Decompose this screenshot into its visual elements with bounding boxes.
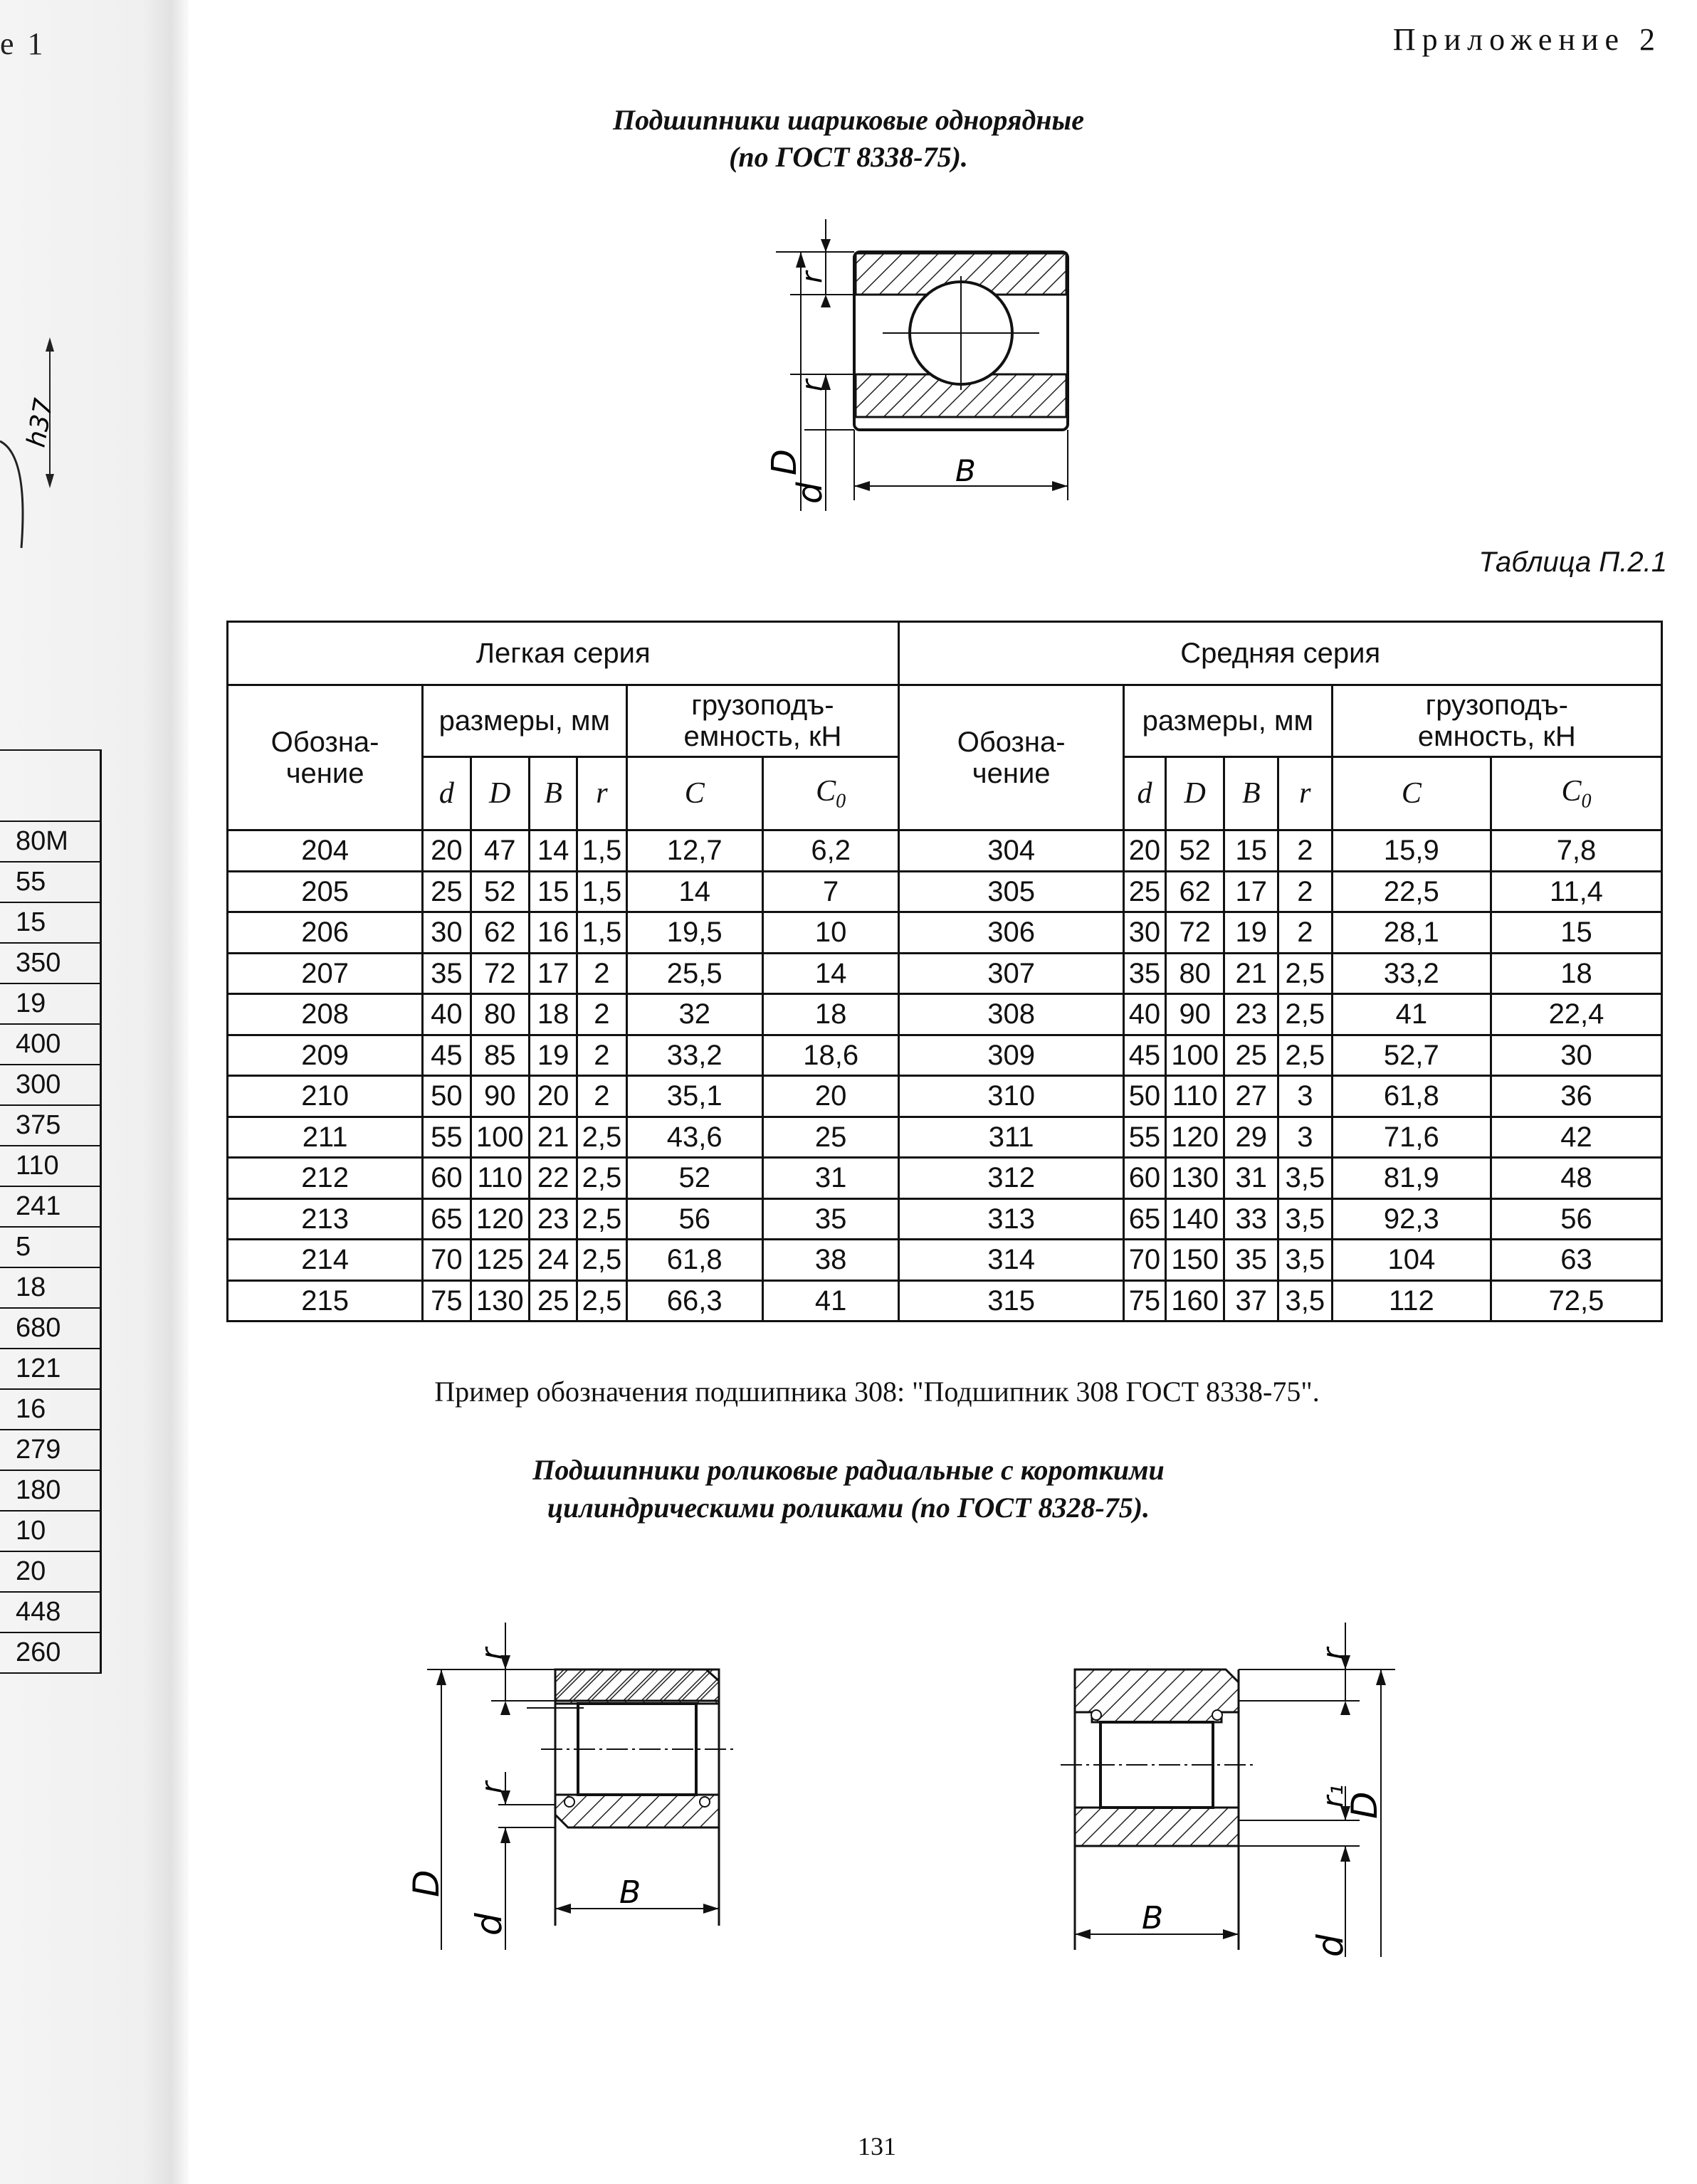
table-cell: 204 — [228, 830, 423, 872]
fragment-cell: 5 — [0, 1227, 101, 1267]
table-row — [228, 1240, 1662, 1281]
table-row — [228, 830, 1662, 872]
table-cell: 25 — [423, 871, 471, 912]
table-cell: 3 — [1278, 1117, 1333, 1158]
fragment-row — [0, 1227, 101, 1267]
ball-r-bottom-label: r — [796, 379, 829, 391]
table-cell: 3 — [1278, 1076, 1333, 1117]
fragment-blank-cell — [0, 750, 101, 821]
roller-bearing-left-drawing — [527, 1601, 925, 1929]
table-cell: 19 — [529, 1035, 577, 1076]
table-cell: 38 — [762, 1240, 898, 1281]
table-cell: 312 — [899, 1158, 1124, 1199]
roller-right-D-label: D — [1344, 1791, 1385, 1819]
table-cell: 55 — [1123, 1117, 1165, 1158]
fragment-cell: 241 — [0, 1186, 101, 1227]
table-cell: 2,5 — [1278, 1035, 1333, 1076]
table-cell: 35,1 — [626, 1076, 762, 1117]
fragment-cell: 400 — [0, 1024, 101, 1065]
table-cell: 31 — [1224, 1158, 1278, 1199]
col-D: D — [471, 757, 529, 830]
table-cell: 309 — [899, 1035, 1124, 1076]
table-cell: 33,2 — [1332, 953, 1491, 994]
table-cell: 2 — [1278, 871, 1333, 912]
previous-page-table-fragment — [0, 749, 102, 1674]
table-cell: 160 — [1165, 1280, 1224, 1322]
fragment-row — [0, 1308, 101, 1349]
table-cell: 15 — [529, 871, 577, 912]
table-cell: 61,8 — [626, 1240, 762, 1281]
table-cell: 130 — [1165, 1158, 1224, 1199]
table-cell: 19 — [1224, 912, 1278, 954]
table-cell: 120 — [471, 1198, 529, 1240]
table-cell: 41 — [762, 1280, 898, 1322]
table-cell: 313 — [899, 1198, 1124, 1240]
table-cell: 2 — [577, 994, 626, 1035]
table-cell: 81,9 — [1332, 1158, 1491, 1199]
table-cell: 40 — [1123, 994, 1165, 1035]
fragment-cell: 180 — [0, 1470, 101, 1511]
fragment-cell: 110 — [0, 1146, 101, 1186]
table-cell: 110 — [1165, 1076, 1224, 1117]
table-cell: 18 — [1491, 953, 1662, 994]
table-cell: 52 — [471, 871, 529, 912]
table-cell: 24 — [529, 1240, 577, 1281]
table-row — [228, 1158, 1662, 1199]
table-cell: 72 — [1165, 912, 1224, 954]
fragment-cell: 19 — [0, 983, 101, 1024]
table-cell: 1,5 — [577, 830, 626, 872]
table-cell: 100 — [1165, 1035, 1224, 1076]
capacity-header-medium: грузоподъ- емность, кН — [1332, 685, 1661, 757]
table-cell: 211 — [228, 1117, 423, 1158]
table-cell: 3,5 — [1278, 1240, 1333, 1281]
fragment-row — [0, 1186, 101, 1227]
table-cell: 14 — [626, 871, 762, 912]
table-cell: 90 — [471, 1076, 529, 1117]
table-cell: 214 — [228, 1240, 423, 1281]
table-cell: 305 — [899, 871, 1124, 912]
table-cell: 2 — [577, 953, 626, 994]
roller-right-d-label: d — [1310, 1934, 1351, 1957]
table-cell: 25 — [1123, 871, 1165, 912]
roller-left-r-bottom-label: r — [476, 1781, 508, 1793]
table-cell: 35 — [1224, 1240, 1278, 1281]
table-cell: 7,8 — [1491, 830, 1662, 872]
table-cell: 30 — [1491, 1035, 1662, 1076]
table-cell: 1,5 — [577, 912, 626, 954]
table-cell: 22 — [529, 1158, 577, 1199]
fragment-row — [0, 983, 101, 1024]
table-cell: 15,9 — [1332, 830, 1491, 872]
table-cell: 25 — [1224, 1035, 1278, 1076]
table-cell: 2,5 — [1278, 953, 1333, 994]
table-cell: 60 — [423, 1158, 471, 1199]
fragment-row — [0, 1267, 101, 1308]
table-cell: 15 — [1224, 830, 1278, 872]
fragment-row — [0, 943, 101, 983]
ball-B-label: B — [955, 453, 976, 488]
col-C: C — [626, 757, 762, 830]
table-cell: 6,2 — [762, 830, 898, 872]
table-cell: 62 — [471, 912, 529, 954]
table-cell: 30 — [423, 912, 471, 954]
table-cell: 72 — [471, 953, 529, 994]
table-cell: 125 — [471, 1240, 529, 1281]
table-cell: 18 — [529, 994, 577, 1035]
medium-series-header: Средняя серия — [899, 622, 1662, 685]
fragment-row — [0, 821, 101, 862]
table-cell: 75 — [1123, 1280, 1165, 1322]
table-cell: 20 — [1123, 830, 1165, 872]
fragment-cell: 20 — [0, 1551, 101, 1592]
col-r: r — [577, 757, 626, 830]
table-cell: 2,5 — [577, 1158, 626, 1199]
table-cell: 25,5 — [626, 953, 762, 994]
table-cell: 37 — [1224, 1280, 1278, 1322]
table-cell: 40 — [423, 994, 471, 1035]
fragment-cell: 16 — [0, 1389, 101, 1430]
table-cell: 14 — [762, 953, 898, 994]
table-row — [228, 1035, 1662, 1076]
table-cell: 150 — [1165, 1240, 1224, 1281]
table-cell: 210 — [228, 1076, 423, 1117]
table-cell: 306 — [899, 912, 1124, 954]
table-cell: 21 — [529, 1117, 577, 1158]
previous-page-arc-drawing — [0, 334, 85, 562]
table-cell: 55 — [423, 1117, 471, 1158]
table-cell: 36 — [1491, 1076, 1662, 1117]
table-cell: 33 — [1224, 1198, 1278, 1240]
designation-header-medium: Обозна- чение — [899, 685, 1124, 830]
table-cell: 100 — [471, 1117, 529, 1158]
table-cell: 31 — [762, 1158, 898, 1199]
table-cell: 104 — [1332, 1240, 1491, 1281]
table-cell: 14 — [529, 830, 577, 872]
ball-bearing-drawing — [762, 212, 1132, 511]
table-cell: 16 — [529, 912, 577, 954]
table-cell: 92,3 — [1332, 1198, 1491, 1240]
fragment-cell: 10 — [0, 1511, 101, 1551]
table-cell: 2 — [1278, 830, 1333, 872]
table-row — [228, 871, 1662, 912]
roller-left-dimensions — [406, 1594, 569, 1950]
table-cell: 33,2 — [626, 1035, 762, 1076]
table-cell: 52 — [626, 1158, 762, 1199]
table-row — [228, 912, 1662, 954]
roller-bearing-right-drawing — [1061, 1594, 1502, 1964]
table-cell: 65 — [1123, 1198, 1165, 1240]
roller-right-B-label: B — [1142, 1900, 1164, 1936]
table-cell: 2,5 — [577, 1117, 626, 1158]
table-row — [228, 1280, 1662, 1322]
table-cell: 110 — [471, 1158, 529, 1199]
table-cell: 2,5 — [1278, 994, 1333, 1035]
fragment-cell: 375 — [0, 1105, 101, 1146]
table-cell: 311 — [899, 1117, 1124, 1158]
roller-left-r-top-label: r — [476, 1647, 508, 1660]
table-cell: 315 — [899, 1280, 1124, 1322]
table-cell: 41 — [1332, 994, 1491, 1035]
table-cell: 45 — [1123, 1035, 1165, 1076]
fragment-row — [0, 902, 101, 943]
table-cell: 52,7 — [1332, 1035, 1491, 1076]
fragment-cell: 18 — [0, 1267, 101, 1308]
previous-page-heading-fragment: е 1 — [0, 26, 46, 61]
table-cell: 90 — [1165, 994, 1224, 1035]
table-cell: 80 — [1165, 953, 1224, 994]
table-cell: 28,1 — [1332, 912, 1491, 954]
table-row — [228, 1198, 1662, 1240]
table-cell: 25 — [529, 1280, 577, 1322]
fragment-row — [0, 1105, 101, 1146]
table-cell: 15 — [1491, 912, 1662, 954]
table-cell: 27 — [1224, 1076, 1278, 1117]
fragment-cell: 448 — [0, 1592, 101, 1632]
table-cell: 23 — [1224, 994, 1278, 1035]
ball-r-top-label: r — [796, 271, 829, 283]
table-cell: 304 — [899, 830, 1124, 872]
table-cell: 45 — [423, 1035, 471, 1076]
col-d: d — [423, 757, 471, 830]
table-cell: 20 — [423, 830, 471, 872]
bearings-table — [226, 621, 1663, 1322]
table-cell: 130 — [471, 1280, 529, 1322]
table-cell: 207 — [228, 953, 423, 994]
table-cell: 48 — [1491, 1158, 1662, 1199]
arc-label: h37 — [21, 396, 59, 450]
table-cell: 60 — [1123, 1158, 1165, 1199]
fragment-cell: 350 — [0, 943, 101, 983]
fragment-cell: 80M — [0, 821, 101, 862]
light-series-header: Легкая серия — [228, 622, 899, 685]
table-cell: 120 — [1165, 1117, 1224, 1158]
table-cell: 206 — [228, 912, 423, 954]
table-cell: 2,5 — [577, 1240, 626, 1281]
col-B: B — [529, 757, 577, 830]
sizes-header-medium: размеры, мм — [1123, 685, 1332, 757]
table-cell: 50 — [423, 1076, 471, 1117]
table-cell: 63 — [1491, 1240, 1662, 1281]
table-cell: 7 — [762, 871, 898, 912]
table-row — [228, 994, 1662, 1035]
fragment-row — [0, 1024, 101, 1065]
col-D: D — [1165, 757, 1224, 830]
table-cell: 85 — [471, 1035, 529, 1076]
col-C: C — [1332, 757, 1491, 830]
col-r: r — [1278, 757, 1333, 830]
ball-bearing-title-line1: Подшипники шариковые однорядные — [612, 104, 1085, 136]
table-cell: 1,5 — [577, 871, 626, 912]
table-cell: 20 — [529, 1076, 577, 1117]
table-cell: 80 — [471, 994, 529, 1035]
fragment-row — [0, 1632, 101, 1673]
table-cell: 42 — [1491, 1117, 1662, 1158]
table-cell: 112 — [1332, 1280, 1491, 1322]
table-cell: 47 — [471, 830, 529, 872]
appendix-label: Приложение 2 — [1392, 22, 1661, 57]
fragment-row — [0, 1146, 101, 1186]
table-cell: 32 — [626, 994, 762, 1035]
table-cell: 22,4 — [1491, 994, 1662, 1035]
ball-bearing-title-line2: (по ГОСТ 8338-75). — [729, 141, 968, 173]
table-cell: 213 — [228, 1198, 423, 1240]
table-cell: 25 — [762, 1117, 898, 1158]
fragment-cell: 300 — [0, 1065, 101, 1105]
fragment-cell: 279 — [0, 1430, 101, 1470]
table-cell: 35 — [423, 953, 471, 994]
fragment-row — [0, 1551, 101, 1592]
table-cell: 71,6 — [1332, 1117, 1491, 1158]
table-cell: 35 — [1123, 953, 1165, 994]
table-row — [228, 1076, 1662, 1117]
roller-left-B-label: B — [619, 1874, 641, 1911]
table-cell: 56 — [626, 1198, 762, 1240]
table-cell: 56 — [1491, 1198, 1662, 1240]
fragment-cell: 15 — [0, 902, 101, 943]
fragment-row — [0, 862, 101, 902]
table-cell: 30 — [1123, 912, 1165, 954]
col-B: B — [1224, 757, 1278, 830]
roller-right-r-top-label: r — [1317, 1647, 1350, 1660]
table-cell: 2 — [577, 1035, 626, 1076]
table-cell: 29 — [1224, 1117, 1278, 1158]
ball-d-label: d — [790, 482, 830, 504]
table-caption: Таблица П.2.1 — [1478, 547, 1667, 578]
table-cell: 2 — [1278, 912, 1333, 954]
table-cell: 3,5 — [1278, 1158, 1333, 1199]
table-cell: 3,5 — [1278, 1280, 1333, 1322]
table-cell: 19,5 — [626, 912, 762, 954]
table-cell: 23 — [529, 1198, 577, 1240]
table-cell: 2,5 — [577, 1198, 626, 1240]
table-row — [228, 953, 1662, 994]
table-cell: 70 — [423, 1240, 471, 1281]
table-cell: 20 — [762, 1076, 898, 1117]
table-cell: 10 — [762, 912, 898, 954]
table-cell: 310 — [899, 1076, 1124, 1117]
roller-bearing-title-line2: цилиндрическими роликами (по ГОСТ 8328-75). — [547, 1492, 1150, 1524]
fragment-row — [0, 1065, 101, 1105]
table-cell: 208 — [228, 994, 423, 1035]
table-cell: 18 — [762, 994, 898, 1035]
roller-left-D-label: D — [406, 1869, 447, 1897]
table-cell: 70 — [1123, 1240, 1165, 1281]
table-cell: 72,5 — [1491, 1280, 1662, 1322]
col-d: d — [1123, 757, 1165, 830]
table-cell: 3,5 — [1278, 1198, 1333, 1240]
table-cell: 209 — [228, 1035, 423, 1076]
fragment-row — [0, 1592, 101, 1632]
table-row — [228, 1117, 1662, 1158]
table-cell: 22,5 — [1332, 871, 1491, 912]
table-cell: 61,8 — [1332, 1076, 1491, 1117]
roller-left-d-label: d — [468, 1913, 510, 1936]
table-cell: 75 — [423, 1280, 471, 1322]
sizes-header-light: размеры, мм — [423, 685, 626, 757]
fragment-cell: 55 — [0, 862, 101, 902]
table-cell: 215 — [228, 1280, 423, 1322]
roller-right-r1-label: r₁ — [1317, 1784, 1350, 1808]
fragment-cell: 680 — [0, 1308, 101, 1349]
table-cell: 62 — [1165, 871, 1224, 912]
page-number: 131 — [858, 2132, 896, 2161]
table-cell: 2,5 — [577, 1280, 626, 1322]
table-cell: 307 — [899, 953, 1124, 994]
table-cell: 2 — [577, 1076, 626, 1117]
table-cell: 35 — [762, 1198, 898, 1240]
table-cell: 12,7 — [626, 830, 762, 872]
designation-example: Пример обозначения подшипника 308: "Подшипник 308 ГОСТ 8338-75". — [434, 1376, 1320, 1408]
table-cell: 21 — [1224, 953, 1278, 994]
table-cell: 43,6 — [626, 1117, 762, 1158]
designation-header-light: Обозна- чение — [228, 685, 423, 830]
table-cell: 66,3 — [626, 1280, 762, 1322]
table-cell: 205 — [228, 871, 423, 912]
table-cell: 17 — [529, 953, 577, 994]
table-cell: 11,4 — [1491, 871, 1662, 912]
table-cell: 17 — [1224, 871, 1278, 912]
table-cell: 140 — [1165, 1198, 1224, 1240]
table-cell: 18,6 — [762, 1035, 898, 1076]
fragment-cell: 121 — [0, 1349, 101, 1389]
fragment-cell: 260 — [0, 1632, 101, 1673]
ball-D-label: D — [765, 449, 804, 475]
table-cell: 50 — [1123, 1076, 1165, 1117]
col-C0: $C_0$ — [1491, 757, 1662, 830]
table-cell: 65 — [423, 1198, 471, 1240]
table-cell: 308 — [899, 994, 1124, 1035]
col-C0: $C_0$ — [762, 757, 898, 830]
table-cell: 314 — [899, 1240, 1124, 1281]
table-cell: 52 — [1165, 830, 1224, 872]
capacity-header-light: грузоподъ- емность, кН — [626, 685, 899, 757]
table-cell: 212 — [228, 1158, 423, 1199]
roller-bearing-title-line1: Подшипники роликовые радиальные с короткими — [532, 1454, 1165, 1486]
